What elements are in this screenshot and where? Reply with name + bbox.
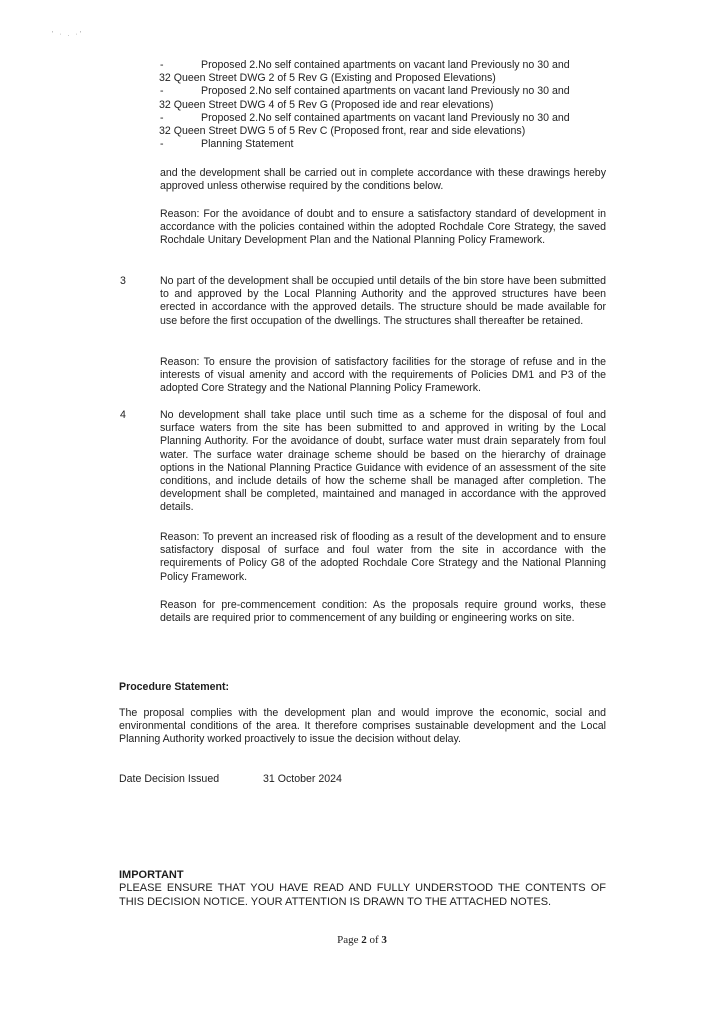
total-pages: 3	[381, 934, 387, 946]
list-dash: -	[160, 111, 164, 124]
procedure-text: The proposal complies with the development plan and would improve the economic, social and environmental conditions of the area. It therefore comprises sustainable development and the Local Planning Authority worked proactively to issue the decision without delay.	[119, 707, 606, 746]
condition4-reason: Reason: To prevent an increased risk of flooding as a result of the development and to ensure satisfactory disposal of surface and foul water from the site in accordance with the requirements of Policy G8 of the adopted Rochdale Core Strategy and the National Planning Policy Framework.	[160, 531, 606, 583]
drawing-title: Planning Statement	[201, 138, 294, 151]
list-dash: -	[160, 59, 164, 71]
drawings-list	[160, 59, 606, 151]
list-dash: -	[160, 138, 164, 151]
condition4-text: No development shall take place until such time as a scheme for the disposal of foul and surface waters from the site has been submitted to and approved in writing by the Local Planning Authority. For the avoidance of doubt, surface water must drain separately from foul water. The surface water drainage scheme should be based on the hierarchy of drainage options in the National Planning Practice Guidance with evidence of an assessment of the site conditions, and include details of how the scheme shall be managed after completion. The development shall be completed, maintained and managed in accordance with the approved details.	[160, 409, 606, 514]
page-number: 2	[361, 934, 367, 946]
scan-artifact: ' · . ·'	[52, 31, 84, 38]
precommencement-reason: Reason for pre-commencement condition: As the proposals require ground works, these details are required prior to commencement of any building or engineering works on site.	[160, 599, 606, 625]
decision-date-value: 31 October 2024	[263, 773, 342, 785]
drawing-reference: 32 Queen Street DWG 4 of 5 Rev G (Proposed ide and rear elevations)	[159, 98, 494, 111]
condition-number: 3	[120, 275, 126, 287]
page-footer	[0, 934, 724, 947]
condition3-text: No part of the development shall be occupied until details of the bin store have been submitted to and approved by the Local Planning Authority and the approved structures have been erected in accordance with the approved details. The structure should be made available for use before the first occupation of the dwellings. The structures shall thereafter be retained.	[160, 275, 606, 327]
condition2-reason: Reason: For the avoidance of doubt and to ensure a satisfactory standard of development in accordance with the policies contained within the adopted Rochdale Core Strategy, the saved Rochdale Unitary Development Plan and the National Planning Policy Framework.	[160, 208, 606, 247]
drawing-item	[160, 112, 606, 125]
drawing-item	[160, 138, 606, 151]
decision-date-label: Date Decision Issued	[119, 773, 220, 785]
procedure-heading: Procedure Statement:	[119, 681, 230, 693]
drawing-reference: 32 Queen Street DWG 2 of 5 Rev G (Existing and Proposed Elevations)	[159, 72, 496, 85]
drawing-title: Proposed 2.No self contained apartments on vacant land Previously no 30 and	[201, 85, 570, 98]
condition-number: 4	[120, 409, 126, 421]
accordance-paragraph: and the development shall be carried out in complete accordance with these drawings hereby approved unless otherwise required by the conditions below.	[160, 167, 606, 193]
important-text: PLEASE ENSURE THAT YOU HAVE READ AND FULLY UNDERSTOOD THE CONTENTS OF THIS DECISION NOTICE. YOUR ATTENTION IS DRAWN TO THE ATTACHED NOTES.	[119, 882, 606, 908]
page-word: Page	[337, 934, 359, 946]
list-dash: -	[160, 85, 164, 98]
of-word: of	[369, 934, 379, 946]
drawing-title: Proposed 2.No self contained apartments on vacant land Previously no 30 and	[201, 111, 570, 124]
important-heading: IMPORTANT	[119, 869, 184, 881]
drawing-item	[160, 85, 606, 98]
drawing-item	[160, 59, 606, 72]
drawing-reference: 32 Queen Street DWG 5 of 5 Rev C (Proposed front, rear and side elevations)	[159, 125, 526, 138]
drawing-title: Proposed 2.No self contained apartments on vacant land Previously no 30 and	[201, 59, 570, 71]
condition3-reason: Reason: To ensure the provision of satisfactory facilities for the storage of refuse and in the interests of visual amenity and accord with the requirements of Policies DM1 and P3 of the adopted Core Strategy and the National Planning Policy Framework.	[160, 356, 606, 395]
